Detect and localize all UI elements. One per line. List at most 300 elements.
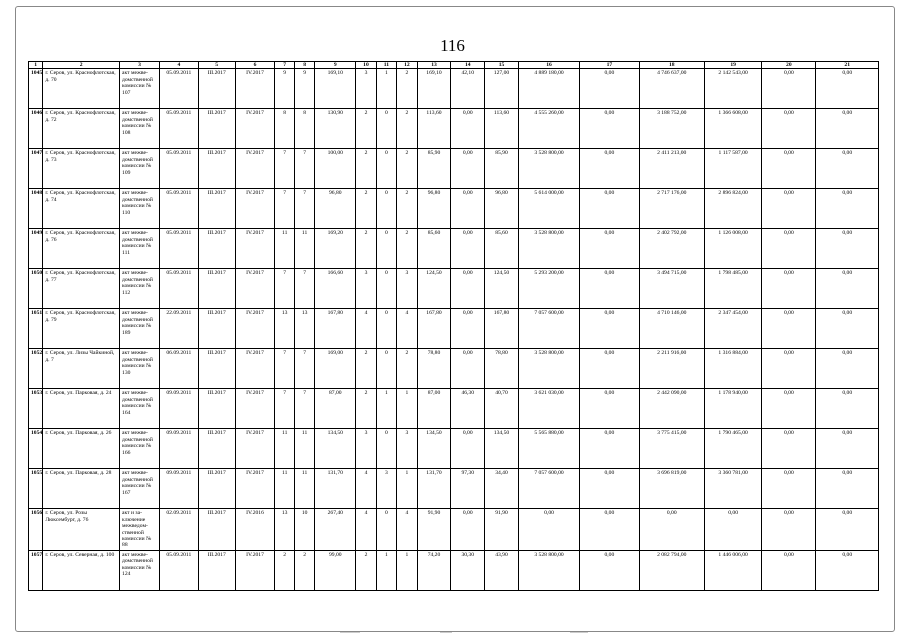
value-cell: 0,00 [762,349,816,389]
value-cell: 4 889 180,00 [518,69,579,109]
column-number: 12 [397,62,417,69]
value-cell: 0 [376,109,396,149]
document-cell: акт межведомственной комиссии № 108 [120,109,160,149]
value-cell: 11 [294,229,314,269]
value-cell: 0,00 [762,109,816,149]
value-cell: 2 [294,550,314,590]
value-cell: 0,00 [580,189,639,229]
value-cell: 0,00 [762,309,816,349]
value-cell: 78,80 [485,349,519,389]
value-cell: 0,00 [762,389,816,429]
value-cell: 0,00 [639,509,704,550]
row-number: 1049 [29,229,43,269]
value-cell: 2 [275,550,294,590]
value-cell: 05.09.2011 [159,229,198,269]
value-cell: 0,00 [816,309,879,349]
value-cell: 0,00 [762,509,816,550]
address-cell: г. Серов, ул. Розы Люксембург, д. 76 [43,509,120,550]
value-cell: 99,00 [315,550,356,590]
value-cell: 5 565 880,00 [518,429,579,469]
row-number: 1056 [29,509,43,550]
value-cell: 0,00 [518,509,579,550]
value-cell: 100,00 [315,149,356,189]
value-cell: 0,00 [451,429,485,469]
value-cell: 4 [356,469,376,509]
value-cell: III.2017 [198,69,235,109]
value-cell: 113,60 [417,109,451,149]
column-number: 17 [580,62,639,69]
value-cell: 0 [376,189,396,229]
value-cell: 11 [294,469,314,509]
value-cell: 2 411 213,00 [639,149,704,189]
value-cell: IV.2017 [235,189,275,229]
document-cell: акт межведомственной комиссии № 107 [120,69,160,109]
page-number: 116 [440,36,465,55]
value-cell: III.2017 [198,509,235,550]
row-number: 1050 [29,269,43,309]
value-cell: 85,90 [485,149,519,189]
value-cell: IV.2017 [235,149,275,189]
scan-mark [570,632,588,633]
value-cell: 2 [397,189,417,229]
value-cell: IV.2017 [235,550,275,590]
value-cell: 8 [275,109,294,149]
value-cell: 0,00 [451,509,485,550]
address-cell: г. Серов, ул. Краснофлотская, д. 72 [43,109,120,149]
value-cell: III.2017 [198,229,235,269]
value-cell: 11 [294,429,314,469]
value-cell: 13 [275,509,294,550]
value-cell: 131,70 [315,469,356,509]
value-cell: 4 [397,309,417,349]
value-cell: IV.2017 [235,429,275,469]
document-cell: акт межведомственной комиссии № 109 [120,149,160,189]
value-cell: 34,40 [485,469,519,509]
address-cell: г. Серов, ул. Краснофлотская, д. 70 [43,69,120,109]
value-cell: 0,00 [704,509,761,550]
value-cell: 11 [275,469,294,509]
column-number: 7 [275,62,294,69]
table-row [29,69,879,109]
column-number: 20 [762,62,816,69]
value-cell: 96,80 [485,189,519,229]
value-cell: 131,70 [417,469,451,509]
value-cell: 4 [356,509,376,550]
value-cell: 169,20 [315,229,356,269]
value-cell: 0 [376,229,396,269]
value-cell: 4 555 260,00 [518,109,579,149]
value-cell: 0,00 [762,69,816,109]
value-cell: 7 [275,389,294,429]
value-cell: 0,00 [580,550,639,590]
value-cell: 3 188 752,00 [639,109,704,149]
value-cell: 2 717 176,00 [639,189,704,229]
value-cell: 1 [376,389,396,429]
table-row [29,469,879,509]
value-cell: 3 621 030,00 [518,389,579,429]
document-cell: акт межведомственной комиссии № 112 [120,269,160,309]
value-cell: 96,80 [417,189,451,229]
value-cell: 169,10 [315,69,356,109]
value-cell: 7 [294,149,314,189]
column-number: 19 [704,62,761,69]
address-cell: г. Серов, ул. Краснофлотская, д. 73 [43,149,120,189]
table-row [29,349,879,389]
row-number: 1055 [29,469,43,509]
value-cell: 0,00 [816,189,879,229]
value-cell: 2 896 824,00 [704,189,761,229]
value-cell: 0,00 [816,349,879,389]
value-cell: 0,00 [580,149,639,189]
value-cell: 2 [397,109,417,149]
value-cell: 127,00 [485,69,519,109]
table-row [29,309,879,349]
value-cell: 0 [376,149,396,189]
value-cell: 0,00 [451,269,485,309]
value-cell: 1 366 608,00 [704,109,761,149]
value-cell: III.2017 [198,109,235,149]
value-cell: 0,00 [580,309,639,349]
table-row [29,109,879,149]
value-cell: 10 [294,509,314,550]
value-cell: IV.2017 [235,109,275,149]
value-cell: 87,00 [315,389,356,429]
value-cell: 0,00 [580,269,639,309]
value-cell: 1 [397,469,417,509]
value-cell: 7 [294,269,314,309]
row-number: 1052 [29,349,43,389]
row-number: 1048 [29,189,43,229]
column-number: 6 [235,62,275,69]
value-cell: 3 528 800,00 [518,229,579,269]
value-cell: 40,70 [485,389,519,429]
value-cell: 91,90 [485,509,519,550]
value-cell: 2 [397,69,417,109]
value-cell: IV.2017 [235,469,275,509]
column-number: 21 [816,62,879,69]
value-cell: 78,80 [417,349,451,389]
value-cell: 3 [356,269,376,309]
value-cell: 1 [376,69,396,109]
value-cell: 134,50 [485,429,519,469]
value-cell: 0,00 [451,229,485,269]
value-cell: 0,00 [816,229,879,269]
document-cell: акт межведомственной комиссии № 111 [120,229,160,269]
document-cell: акт межведомственной комиссии № 167 [120,469,160,509]
value-cell: 3 528 800,00 [518,349,579,389]
value-cell: 124,50 [417,269,451,309]
value-cell: 9 [294,69,314,109]
value-cell: 4 [356,309,376,349]
value-cell: III.2017 [198,469,235,509]
table-row [29,149,879,189]
column-number: 10 [356,62,376,69]
value-cell: 05.09.2011 [159,269,198,309]
value-cell: 0,00 [580,469,639,509]
value-cell: 1 446 006,00 [704,550,761,590]
value-cell: 0 [376,269,396,309]
value-cell: 267,40 [315,509,356,550]
value-cell: 4 710 146,00 [639,309,704,349]
column-number: 4 [159,62,198,69]
value-cell: 1 [376,550,396,590]
value-cell: 134,50 [417,429,451,469]
column-number: 11 [376,62,396,69]
value-cell: 0,00 [816,469,879,509]
value-cell: 11 [275,429,294,469]
value-cell: IV.2017 [235,269,275,309]
value-cell: 0,00 [762,429,816,469]
row-number: 1054 [29,429,43,469]
column-number: 1 [29,62,43,69]
value-cell: 1 [397,550,417,590]
value-cell: 05.09.2011 [159,550,198,590]
value-cell: 167,80 [315,309,356,349]
value-cell: 87,00 [417,389,451,429]
address-cell: г. Серов, ул. Парковая, д. 28 [43,469,120,509]
row-number: 1053 [29,389,43,429]
value-cell: 5 614 000,00 [518,189,579,229]
value-cell: 4 746 637,00 [639,69,704,109]
value-cell: IV.2017 [235,309,275,349]
value-cell: 3 528 800,00 [518,550,579,590]
value-cell: 91,90 [417,509,451,550]
value-cell: 7 [294,349,314,389]
document-cell: акт межведомственной комиссии № 130 [120,349,160,389]
value-cell: 0,00 [816,269,879,309]
value-cell: 06.09.2011 [159,349,198,389]
value-cell: 4 [397,509,417,550]
column-number: 16 [518,62,579,69]
document-cell: акт и заключение межведомственной комиссии № 88 [120,509,160,550]
value-cell: 3 [397,429,417,469]
value-cell: 7 [275,149,294,189]
scan-mark [340,632,360,633]
value-cell: 0,00 [762,269,816,309]
value-cell: 134,50 [315,429,356,469]
value-cell: 7 [275,349,294,389]
value-cell: 96,80 [315,189,356,229]
value-cell: 0,00 [580,509,639,550]
address-cell: г. Серов, ул. Северная, д. 100 [43,550,120,590]
value-cell: 0,00 [816,509,879,550]
value-cell: 05.09.2011 [159,189,198,229]
value-cell: 74,20 [417,550,451,590]
value-cell: 1 798 485,00 [704,269,761,309]
value-cell: 2 [356,149,376,189]
table-row [29,389,879,429]
value-cell: 05.09.2011 [159,109,198,149]
column-number: 14 [451,62,485,69]
address-cell: г. Серов, ул. Парковая, д. 24 [43,389,120,429]
value-cell: III.2017 [198,550,235,590]
column-number: 2 [43,62,120,69]
value-cell: 1 117 587,00 [704,149,761,189]
value-cell: 0,00 [816,69,879,109]
value-cell: 85,90 [417,149,451,189]
value-cell: 2 402 792,00 [639,229,704,269]
value-cell: 22.09.2011 [159,309,198,349]
address-cell: г. Серов, ул. Парковая, д. 26 [43,429,120,469]
scan-mark [440,632,452,633]
value-cell: 113,60 [485,109,519,149]
row-number: 1051 [29,309,43,349]
document-cell: акт межведомственной комиссии № 164 [120,389,160,429]
value-cell: 42,10 [451,69,485,109]
value-cell: 3 [356,429,376,469]
value-cell: 0,00 [762,189,816,229]
document-cell: акт межведомственной комиссии № 110 [120,189,160,229]
value-cell: 1 126 008,00 [704,229,761,269]
value-cell: 0,00 [451,349,485,389]
value-cell: 7 057 600,00 [518,469,579,509]
address-cell: г. Серов, ул. Краснофлотская, д. 76 [43,229,120,269]
value-cell: 3 494 715,00 [639,269,704,309]
document-cell: акт межведомственной комиссии № 189 [120,309,160,349]
value-cell: III.2017 [198,149,235,189]
value-cell: 43,90 [485,550,519,590]
value-cell: 97,30 [451,469,485,509]
value-cell: 2 [397,229,417,269]
value-cell: 7 [294,189,314,229]
column-number-row [29,62,879,69]
table-row [29,189,879,229]
value-cell: 0 [376,309,396,349]
value-cell: 0,00 [580,109,639,149]
value-cell: IV.2016 [235,509,275,550]
value-cell: 0,00 [762,149,816,189]
value-cell: III.2017 [198,189,235,229]
value-cell: 3 696 819,00 [639,469,704,509]
value-cell: 0,00 [580,229,639,269]
value-cell: 167,80 [485,309,519,349]
value-cell: 166,60 [315,269,356,309]
value-cell: 0,00 [816,429,879,469]
value-cell: 2 [356,550,376,590]
value-cell: 0,00 [816,149,879,189]
value-cell: 1 316 884,00 [704,349,761,389]
value-cell: 2 [356,349,376,389]
table-row [29,509,879,550]
value-cell: 0 [376,509,396,550]
value-cell: 13 [275,309,294,349]
table-row [29,550,879,590]
value-cell: 0,00 [580,349,639,389]
value-cell: 2 [356,109,376,149]
table-row [29,269,879,309]
value-cell: 167,80 [417,309,451,349]
value-cell: 09.09.2011 [159,429,198,469]
value-cell: 09.09.2011 [159,469,198,509]
value-cell: 3 [397,269,417,309]
value-cell: 2 082 794,00 [639,550,704,590]
value-cell: 124,50 [485,269,519,309]
value-cell: 11 [275,229,294,269]
value-cell: 0 [376,429,396,469]
value-cell: 5 293 200,00 [518,269,579,309]
row-number: 1045 [29,69,43,109]
value-cell: III.2017 [198,309,235,349]
value-cell: IV.2017 [235,69,275,109]
value-cell: 1 [397,389,417,429]
column-number: 13 [417,62,451,69]
value-cell: 3 775 415,00 [639,429,704,469]
value-cell: 7 [275,189,294,229]
table-row [29,229,879,269]
value-cell: 13 [294,309,314,349]
value-cell: 169,10 [417,69,451,109]
column-number: 18 [639,62,704,69]
table-row [29,429,879,469]
value-cell: 0,00 [762,469,816,509]
value-cell: 0,00 [816,389,879,429]
column-number: 3 [120,62,160,69]
value-cell: 02.09.2011 [159,509,198,550]
value-cell: 7 [275,269,294,309]
value-cell: III.2017 [198,429,235,469]
document-cell: акт межведомственной комиссии № 166 [120,429,160,469]
value-cell: 0,00 [580,429,639,469]
value-cell: 05.09.2011 [159,69,198,109]
value-cell: 05.09.2011 [159,149,198,189]
value-cell: 0,00 [451,189,485,229]
value-cell: 85,60 [485,229,519,269]
value-cell: 3 528 800,00 [518,149,579,189]
value-cell: 2 442 090,00 [639,389,704,429]
address-cell: г. Серов, ул. Краснофлотская, д. 74 [43,189,120,229]
housing-register-table [28,61,879,591]
value-cell: 1 790 465,00 [704,429,761,469]
value-cell: 46,30 [451,389,485,429]
value-cell: 0,00 [762,229,816,269]
address-cell: г. Серов, ул. Краснофлотская, д. 77 [43,269,120,309]
column-number: 5 [198,62,235,69]
value-cell: 30,30 [451,550,485,590]
value-cell: 0,00 [816,550,879,590]
value-cell: 85,60 [417,229,451,269]
value-cell: 0,00 [580,69,639,109]
value-cell: 2 211 916,00 [639,349,704,389]
value-cell: IV.2017 [235,349,275,389]
value-cell: 0,00 [451,149,485,189]
value-cell: 09.09.2011 [159,389,198,429]
value-cell: 7 057 600,00 [518,309,579,349]
document-cell: акт межведомственной комиссии № 124 [120,550,160,590]
value-cell: 7 [294,389,314,429]
value-cell: 2 [397,149,417,189]
value-cell: 0,00 [451,109,485,149]
value-cell: 0,00 [451,309,485,349]
value-cell: 0,00 [816,109,879,149]
row-number: 1046 [29,109,43,149]
address-cell: г. Серов, ул. Краснофлотская, д. 79 [43,309,120,349]
column-number: 9 [315,62,356,69]
value-cell: 3 [376,469,396,509]
value-cell: 0,00 [762,550,816,590]
value-cell: 9 [275,69,294,109]
value-cell: 2 [397,349,417,389]
column-number: 15 [485,62,519,69]
row-number: 1047 [29,149,43,189]
value-cell: 8 [294,109,314,149]
value-cell: 3 [356,69,376,109]
value-cell: 0,00 [580,389,639,429]
value-cell: 2 [356,389,376,429]
value-cell: 130,90 [315,109,356,149]
value-cell: IV.2017 [235,389,275,429]
row-number: 1057 [29,550,43,590]
value-cell: 3 360 781,00 [704,469,761,509]
